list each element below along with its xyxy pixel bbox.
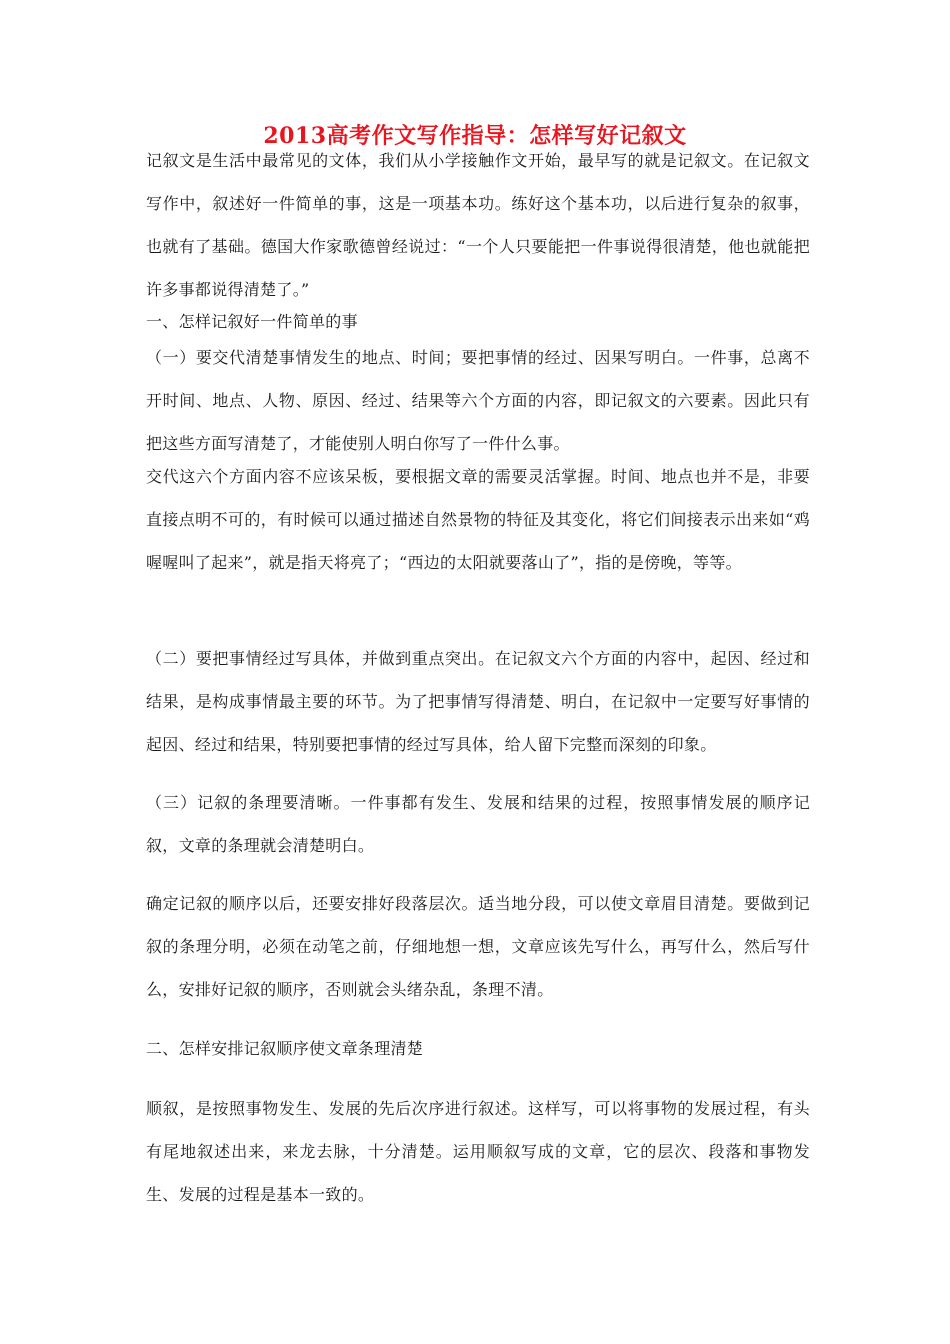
- paragraph-point-1: （一）要交代清楚事情发生的地点、时间；要把事情的经过、因果写明白。一件事，总离不开时间、地点、人物、原因、经过、结果等六个方面的内容，即记叙文的六要素。因此只有把这些方面写清楚了，才能使别人明白你写了一件什么事。: [146, 348, 810, 453]
- paragraph-point-1-detail: 交代这六个方面内容不应该呆板，要根据文章的需要灵活掌握。时间、地点也并不是，非要直接点明不可的，有时候可以通过描述自然景物的特征及其变化，将它们间接表示出来如“鸡喔喔叫了起来”，就是指天将亮了；“西边的太阳就要落山了”，指的是傍晚，等等。: [146, 467, 810, 572]
- section-heading-2: 二、怎样安排记叙顺序使文章条理清楚: [146, 1039, 424, 1058]
- paragraph-ordering: 确定记叙的顺序以后，还要安排好段落层次。适当地分段，可以使文章眉目清楚。要做到记叙的条理分明，必须在动笔之前，仔细地想一想，文章应该先写什么，再写什么，然后写什么，安排好记叙的顺序，否则就会头绪杂乱，条理不清。: [146, 894, 810, 999]
- intro-paragraph: 记叙文是生活中最常见的文体，我们从小学接触作文开始，最早写的就是记叙文。在记叙文写作中，叙述好一件简单的事，这是一项基本功。练好这个基本功，以后进行复杂的叙事，也就有了基础。德国大作家歌德曾经说过：“一个人只要能把一件事说得很清楚，他也就能把许多事都说得清楚了。”: [146, 151, 810, 299]
- section-heading-1: 一、怎样记叙好一件简单的事: [146, 312, 358, 331]
- paragraph-chronological: 顺叙，是按照事物发生、发展的先后次序进行叙述。这样写，可以将事物的发展过程，有头有尾地叙述出来，来龙去脉，十分清楚。运用顺叙写成的文章，它的层次、段落和事物发生、发展的过程是基本一致的。: [146, 1099, 810, 1204]
- document-title: 2013高考作文写作指导：怎样写好记叙文: [263, 123, 687, 149]
- paragraph-point-3: （三）记叙的条理要清晰。一件事都有发生、发展和结果的过程，按照事情发展的顺序记叙，文章的条理就会清楚明白。: [146, 793, 810, 855]
- paragraph-point-2: （二）要把事情经过写具体，并做到重点突出。在记叙文六个方面的内容中，起因、经过和结果，是构成事情最主要的环节。为了把事情写得清楚、明白，在记叙中一定要写好事情的起因、经过和结果，特别要把事情的经过写具体，给人留下完整而深刻的印象。: [146, 649, 810, 754]
